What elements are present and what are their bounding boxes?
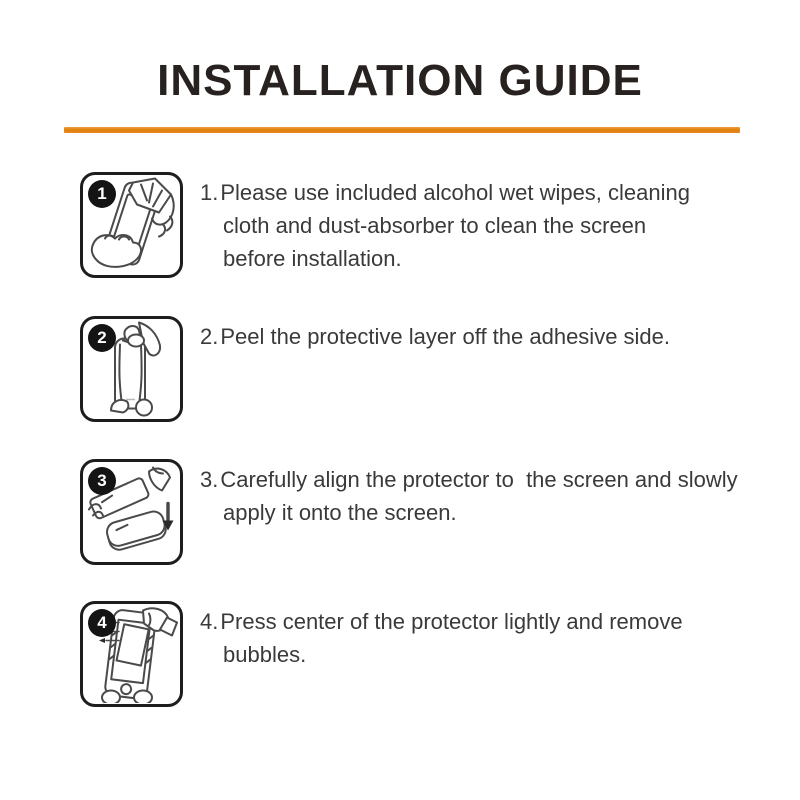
step-number-badge: 1 (88, 180, 116, 208)
step-text-line (200, 320, 670, 353)
step-row-4 (80, 601, 760, 707)
step-number: 2. (200, 324, 219, 349)
step-text-line: before installation. (223, 246, 402, 271)
step-number-badge: 4 (88, 609, 116, 637)
step-2-text (200, 320, 670, 353)
step-4-icon-box (80, 601, 183, 707)
step-3-text (200, 463, 738, 529)
step-1-icon-box (80, 172, 183, 278)
step-text-line: cloth and dust-absorber to clean the screen (223, 213, 647, 238)
step-number-badge: 3 (88, 467, 116, 495)
page-title: INSTALLATION GUIDE (157, 56, 643, 105)
step-1-text (200, 176, 690, 275)
step-number-badge: 2 (88, 324, 116, 352)
step-text-line: apply it onto the screen. (223, 500, 457, 525)
step-text: Carefully align the protector to the screen and slowly (220, 467, 738, 492)
step-row-2 (80, 316, 760, 422)
step-text: Press center of the protector lightly and remove (220, 609, 683, 634)
step-text: Peel the protective layer off the adhesive side. (220, 324, 671, 349)
step-text-line (200, 605, 683, 638)
step-3-icon-box (80, 459, 183, 565)
step-text-line (200, 463, 738, 496)
step-row-3 (80, 459, 760, 565)
step-number: 1. (200, 180, 219, 205)
step-text: Please use included alcohol wet wipes, cleaning (220, 180, 690, 205)
step-4-text (200, 605, 683, 671)
step-row-1 (80, 172, 760, 278)
step-text-line: bubbles. (223, 642, 307, 667)
step-text-line (200, 176, 690, 209)
orange-divider (64, 127, 740, 133)
step-number: 3. (200, 467, 219, 492)
step-number: 4. (200, 609, 219, 634)
step-2-icon-box (80, 316, 183, 422)
